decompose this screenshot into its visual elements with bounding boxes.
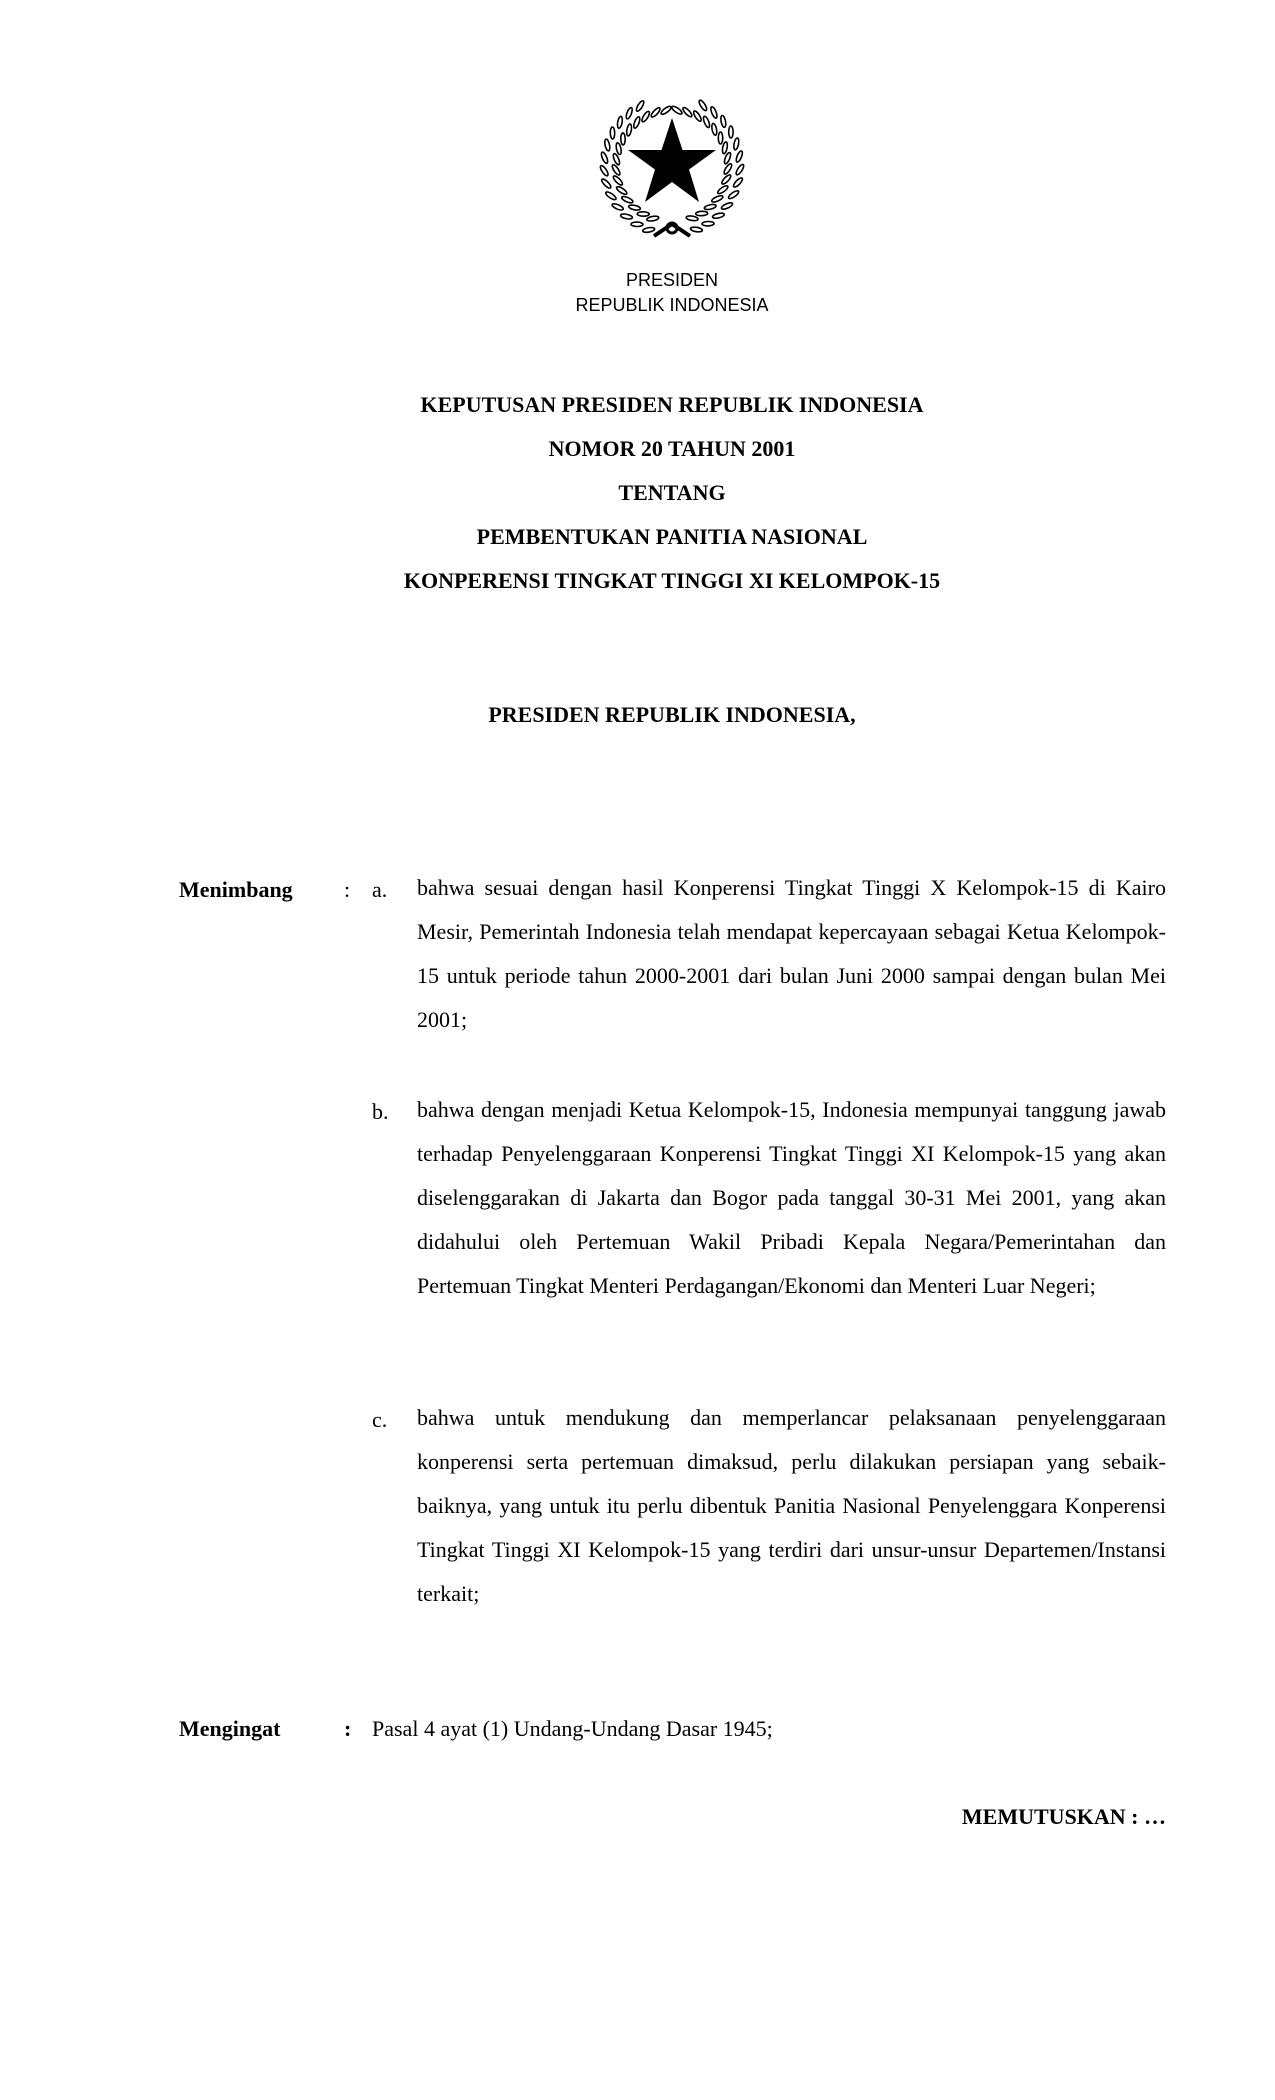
decree-subject-2: KONPERENSI TINGKAT TINGGI XI KELOMPOK-15 — [403, 568, 941, 593]
decree-title: KEPUTUSAN PRESIDEN REPUBLIK INDONESIA — [420, 392, 924, 417]
menimbang-label: Menimbang — [179, 877, 293, 902]
decree-subject-1: PEMBENTUKAN PANITIA NASIONAL — [476, 524, 868, 549]
menimbang-item-b: bahwa dengan menjadi Ketua Kelompok-15, Indonesia mempunyai tanggung jawab terhadap Penyelenggaraan Konperensi Tingkat Tinggi XI Kelompok-15 yang akan diselenggarakan di Jakarta dan Bogor pada tanggal 30-31 Mei 2001, yang akan didahului oleh Pertemuan Wakil Pribadi Kepala Negara/Pemerintahan dan Pertemuan Tingkat Menteri Perdagangan/Ekonomi dan Menteri Luar Negeri; — [417, 1097, 1166, 1298]
wreath-leaf — [611, 203, 624, 212]
wreath-leaf — [717, 184, 729, 194]
wreath-leaf — [635, 100, 645, 113]
wreath-leaf — [621, 195, 634, 204]
wreath-leaf — [615, 185, 627, 195]
wreath-leaf — [650, 107, 661, 119]
wreath-leaf — [732, 177, 744, 189]
mengingat-label: Mengingat — [179, 1716, 281, 1741]
wreath-leaf — [626, 124, 632, 137]
item-letter-b: b. — [372, 1099, 389, 1124]
wreath-leaf — [617, 116, 623, 129]
wreath-leaf — [712, 212, 725, 219]
wreath-leaf — [735, 163, 745, 175]
wreath-leaf — [727, 189, 739, 199]
wreath-leaf — [625, 107, 633, 120]
wreath-leaf — [720, 115, 727, 128]
wreath-leaf — [718, 132, 722, 144]
continuation-memutuskan: MEMUTUSKAN : … — [961, 1804, 1166, 1829]
wreath-leaf — [605, 191, 617, 201]
wreath-leaf — [721, 174, 733, 186]
item-letter-a: a. — [372, 877, 388, 902]
wreath-leaf — [620, 213, 633, 220]
wreath-leaf — [733, 138, 740, 151]
wreath-leaf — [710, 106, 719, 119]
wreath-leaf — [641, 110, 651, 123]
wreath-leaf — [611, 164, 621, 176]
wreath-leaf — [642, 227, 655, 233]
wreath-leaf — [704, 204, 717, 211]
wreath-leaf — [612, 175, 624, 187]
wreath-leaf — [671, 105, 683, 115]
wreath-leaf — [631, 222, 643, 227]
wreath-leaf — [723, 163, 733, 175]
wreath-leaf — [711, 123, 718, 136]
wreath-leaf — [647, 215, 660, 221]
wreath-leaf — [702, 116, 711, 129]
wreath-leaf — [601, 178, 613, 190]
menimbang-item-c: bahwa untuk mendukung dan memperlancar pelaksanaan penyelenggaraan konperensi serta pertemuan dimaksud, perlu dilakukan persiapan yang sebaik-baiknya, yang untuk itu perlu dibentuk Panitia Nasional Penyelenggara Konperensi Tingkat Tinggi XI Kelompok-15 yang terdiri dari unsur-unsur Departemen/Instansi terkait; — [417, 1405, 1166, 1606]
wreath-leaf — [599, 164, 609, 176]
mengingat-text: Pasal 4 ayat (1) Undang-Undang Dasar 1945; — [372, 1716, 773, 1741]
preamble: PRESIDEN REPUBLIK INDONESIA, — [488, 702, 856, 727]
wreath-leaf — [690, 226, 703, 232]
item-letter-c: c. — [372, 1407, 388, 1432]
menimbang-colon: : — [344, 877, 351, 902]
wreath-leaf — [682, 106, 694, 118]
wreath-leaf — [702, 221, 714, 226]
wreath-leaf — [729, 126, 733, 138]
wreath-leaf — [660, 105, 672, 116]
wreath-leaf — [711, 194, 724, 203]
wreath-leaf — [628, 204, 641, 211]
wreath-leaf — [721, 202, 734, 211]
wreath-leaf — [610, 127, 615, 139]
wreath-leaf — [686, 215, 699, 221]
wreath-leaf — [604, 139, 611, 152]
decree-tentang: TENTANG — [618, 480, 726, 505]
wreath-leaf — [633, 116, 641, 129]
mengingat-colon: : — [344, 1716, 352, 1741]
menimbang-item-a: bahwa sesuai dengan hasil Konperensi Tingkat Tinggi X Kelompok-15 di Kairo Mesir, Pemerintah Indonesia telah mendapat kepercayaan sebagai Ketua Kelompok-15 untuk periode tahun 2000-2001 dari bulan Juni 2000 sampai dengan bulan Mei 2001; — [417, 875, 1166, 1032]
letterhead-presiden: PRESIDEN — [625, 270, 719, 290]
decree-number: NOMOR 20 TAHUN 2001 — [548, 436, 796, 461]
wreath-leaf — [621, 133, 626, 145]
wreath-leaf — [696, 211, 708, 216]
presidential-emblem-icon — [592, 86, 752, 252]
wreath-leaf — [600, 151, 609, 164]
wreath-leaf — [735, 150, 744, 163]
wreath-leaf — [637, 212, 649, 217]
letterhead-republik-indonesia: REPUBLIK INDONESIA — [575, 295, 769, 315]
wreath-leaf — [698, 99, 708, 111]
wreath-leaf — [692, 110, 702, 122]
